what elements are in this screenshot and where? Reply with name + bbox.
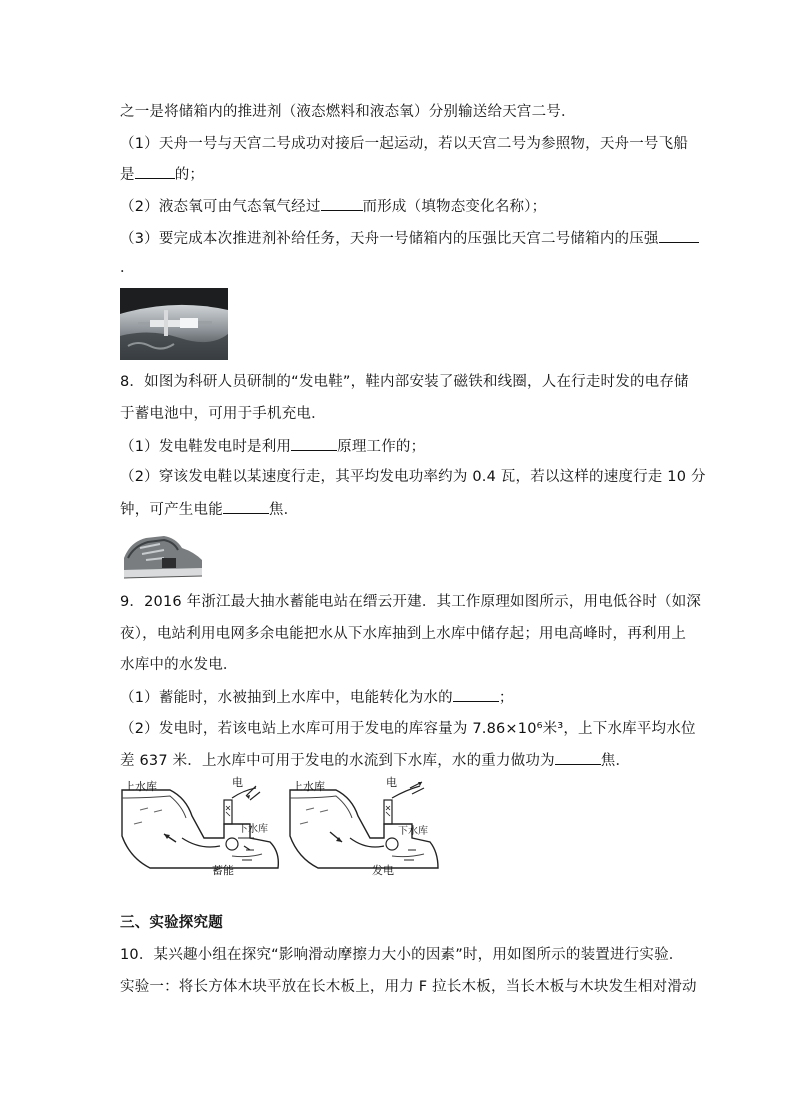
q9-stem-line2: 夜），电站利用电网多余电能把水从下水库抽到上水库中储存起；用电高峰时，再利用上	[120, 626, 687, 642]
answer-blank[interactable]	[321, 196, 363, 211]
answer-blank[interactable]	[135, 164, 175, 179]
q7-part1: （1）天舟一号与天宫二号成功对接后一起运动，若以天宫二号为参照物，天舟一号飞船	[120, 136, 689, 152]
q8-stem-line2: 于蓄电池中，可用于手机充电．	[120, 406, 326, 422]
answer-blank[interactable]	[223, 499, 269, 514]
q7-part3: （3）要完成本次推进剂补给任务，天舟一号储箱内的压强比天宫二号储箱内的压强	[120, 228, 699, 249]
storage-caption: 蓄能	[212, 864, 234, 876]
answer-blank[interactable]	[453, 687, 499, 702]
lower-reservoir-label-left: 下水库	[238, 824, 268, 835]
q7-intro: 之一是将储箱内的推进剂（液态燃料和液态氧）分别输送给天宫二号．	[120, 104, 576, 120]
lower-reservoir-label-right: 下水库	[398, 826, 428, 837]
q9-stem-line1: 9．2016 年浙江最大抽水蓄能电站在缙云开建．其工作原理如图所示，用电低谷时（如深	[120, 594, 702, 610]
q8-stem-line1: 8．如图为科研人员研制的“发电鞋”，鞋内部安装了磁铁和线圈，人在行走时发的电存储	[120, 374, 689, 390]
q9-stem-line3: 水库中的水发电．	[120, 657, 238, 673]
q7-part1-cont: 是 的；	[120, 164, 204, 185]
q8-part1: （1）发电鞋发电时是利用 原理工作的；	[120, 436, 425, 457]
section-title: 三、实验探究题	[120, 915, 223, 931]
q9-part2-cont: 差 637 米．上水库中可用于发电的水流到下水库，水的重力做功为 焦．	[120, 750, 630, 771]
q10-stem-line1: 10．某兴趣小组在探究“影响滑动摩擦力大小的因素”时，用如图所示的装置进行实验．	[120, 947, 684, 963]
generation-mode-panel	[290, 776, 438, 876]
q9-part1: （1）蓄能时，水被抽到上水库中，电能转化为水的 ；	[120, 687, 514, 708]
q10-stem-line2: 实验一：将长方体木块平放在长木板上，用力 F 拉长木板，当长木板与木块发生相对滑动	[120, 979, 697, 995]
space-station-photo	[120, 288, 228, 360]
generation-caption: 发电	[372, 864, 394, 876]
pumped-storage-diagram	[120, 776, 440, 876]
upper-reservoir-label-left: 上水库	[124, 780, 157, 793]
electricity-label-right: 电	[386, 776, 397, 789]
q8-part2-cont: 钟，可产生电能 焦．	[120, 499, 298, 520]
q7-part3-end: ．	[120, 260, 135, 276]
q8-part2: （2）穿该发电鞋以某速度行走，其平均发电功率约为 0.4 瓦，若以这样的速度行走 10 分	[120, 469, 706, 485]
q7-part2: （2）液态氧可由气态氧气经过 而形成（填物态变化名称）；	[120, 196, 546, 217]
q9-part2: （2）发电时，若该电站上水库可用于发电的库容量为 7.86×10⁶米³，上下水库平均水位	[120, 721, 696, 737]
answer-blank[interactable]	[291, 436, 337, 451]
answer-blank[interactable]	[555, 750, 601, 765]
storage-mode-panel	[122, 776, 278, 876]
answer-blank[interactable]	[659, 228, 699, 243]
upper-reservoir-label-right: 上水库	[292, 780, 325, 793]
power-shoe-photo	[120, 528, 206, 582]
electricity-label-left: 电	[232, 776, 243, 789]
